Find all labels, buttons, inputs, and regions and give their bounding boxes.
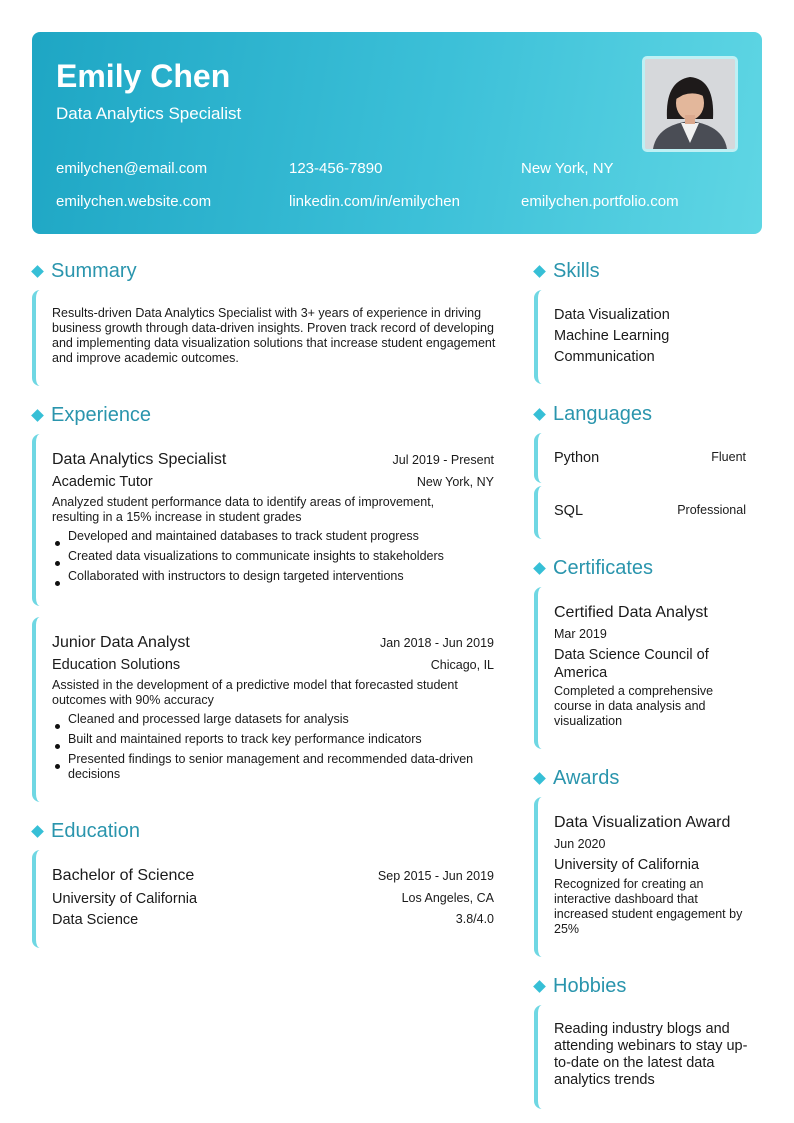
section-diamond-icon xyxy=(31,825,44,838)
contact-website: emilychen.website.com xyxy=(56,193,212,210)
languages-heading xyxy=(534,401,652,427)
hobbies-heading xyxy=(534,973,626,999)
job-title: Data Analytics Specialist xyxy=(52,451,227,468)
job-company: Education Solutions xyxy=(52,657,181,673)
job-dates: Jul 2019 - Present xyxy=(392,453,494,467)
education-field: Data Science xyxy=(52,912,139,928)
education-heading-label: Education xyxy=(51,820,140,842)
summary-section xyxy=(32,290,502,386)
job-description: Assisted in the development of a predictive model that forecasted student outcomes with 90% accuracy xyxy=(52,678,458,707)
job-bullet: Created data visualizations to communicate insights to stakeholders xyxy=(68,549,444,563)
certificate-description: Completed a comprehensive course in data analysis and visualization xyxy=(554,684,714,728)
certificate-date: Mar 2019 xyxy=(554,627,607,641)
job-description: Analyzed student performance data to identify areas of improvement, resulting in a 15% increase in student grades xyxy=(52,495,435,524)
award-description: Recognized for creating an interactive dashboard that increased student engagement by 25% xyxy=(554,877,743,936)
skill-item: Machine Learning xyxy=(554,328,670,344)
job-bullet: Presented findings to senior management and recommended data-driven decisions xyxy=(68,752,474,781)
section-diamond-icon xyxy=(533,562,546,575)
certificate-name: Certified Data Analyst xyxy=(554,604,708,621)
experience-heading-label: Experience xyxy=(51,404,152,426)
job-bullet: Built and maintained reports to track key performance indicators xyxy=(68,732,422,746)
job-location: New York, NY xyxy=(416,475,494,489)
language-name: SQL xyxy=(554,503,584,519)
languages-heading-label: Languages xyxy=(553,403,652,425)
language-name: Python xyxy=(554,450,600,466)
skills-heading-label: Skills xyxy=(553,260,600,282)
education-location: Los Angeles, CA xyxy=(401,891,494,905)
job-location: Chicago, IL xyxy=(430,658,494,672)
section-diamond-icon xyxy=(31,409,44,422)
experience-item xyxy=(32,617,502,802)
job-company: Academic Tutor xyxy=(52,474,153,490)
language-item xyxy=(534,433,762,483)
job-title: Junior Data Analyst xyxy=(52,634,190,651)
certificates-section xyxy=(534,587,762,749)
language-level: Fluent xyxy=(711,450,746,464)
certificate-issuer: Data Science Council of America xyxy=(554,647,709,681)
profile-photo xyxy=(642,56,738,152)
job-bullet: Collaborated with instructors to design targeted interventions xyxy=(68,569,404,583)
section-diamond-icon xyxy=(31,265,44,278)
experience-item xyxy=(32,434,502,606)
bullet-dot-icon xyxy=(55,541,60,546)
hobbies-heading-label: Hobbies xyxy=(553,975,627,997)
awards-section xyxy=(534,797,762,957)
education-degree: Bachelor of Science xyxy=(52,867,195,884)
award-date: Jun 2020 xyxy=(554,837,606,851)
job-dates: Jan 2018 - Jun 2019 xyxy=(380,636,494,650)
experience-heading xyxy=(32,402,151,428)
language-level: Professional xyxy=(677,503,746,517)
skills-heading xyxy=(534,258,600,284)
contact-email: emilychen@email.com xyxy=(56,160,208,177)
summary-text: Results-driven Data Analytics Specialist with 3+ years of experience in driving business growth through data-driven insights. Proven track record of developing and implementing data visualization solutions that increase student engagement and improve academic outcomes. xyxy=(52,306,496,365)
contact-phone: 123-456-7890 xyxy=(289,160,383,177)
certificates-heading xyxy=(534,555,653,581)
job-bullet: Developed and maintained databases to track student progress xyxy=(68,529,419,543)
summary-heading-label: Summary xyxy=(51,260,137,282)
language-item xyxy=(534,486,762,539)
skills-section xyxy=(534,290,762,384)
bullet-dot-icon xyxy=(55,561,60,566)
job-bullet: Cleaned and processed large datasets for analysis xyxy=(68,712,349,726)
education-heading xyxy=(32,818,140,844)
section-diamond-icon xyxy=(533,980,546,993)
certificates-heading-label: Certificates xyxy=(553,557,654,579)
section-diamond-icon xyxy=(533,408,546,421)
bullet-dot-icon xyxy=(55,581,60,586)
bullet-dot-icon xyxy=(55,744,60,749)
contact-linkedin: linkedin.com/in/emilychen xyxy=(289,193,460,210)
candidate-title: Data Analytics Specialist xyxy=(56,104,242,123)
section-diamond-icon xyxy=(533,772,546,785)
hobbies-section xyxy=(534,1005,762,1109)
awards-heading-label: Awards xyxy=(553,767,620,789)
education-section xyxy=(32,850,502,948)
section-diamond-icon xyxy=(533,265,546,278)
award-issuer: University of California xyxy=(554,857,700,873)
awards-heading xyxy=(534,765,619,791)
education-school: University of California xyxy=(52,891,198,907)
bullet-dot-icon xyxy=(55,724,60,729)
summary-heading xyxy=(32,258,137,284)
resume-header xyxy=(32,32,762,234)
education-gpa: 3.8/4.0 xyxy=(455,912,494,926)
skill-item: Communication xyxy=(554,349,655,365)
skill-item: Data Visualization xyxy=(554,307,670,323)
education-dates: Sep 2015 - Jun 2019 xyxy=(377,869,494,883)
hobbies-text: Reading industry blogs and attending webinars to stay up-to-date on the latest data analytics trends xyxy=(554,1021,748,1088)
award-name: Data Visualization Award xyxy=(554,814,731,831)
contact-portfolio: emilychen.portfolio.com xyxy=(521,193,679,210)
contact-location: New York, NY xyxy=(521,160,614,177)
bullet-dot-icon xyxy=(55,764,60,769)
candidate-name: Emily Chen xyxy=(56,58,231,94)
